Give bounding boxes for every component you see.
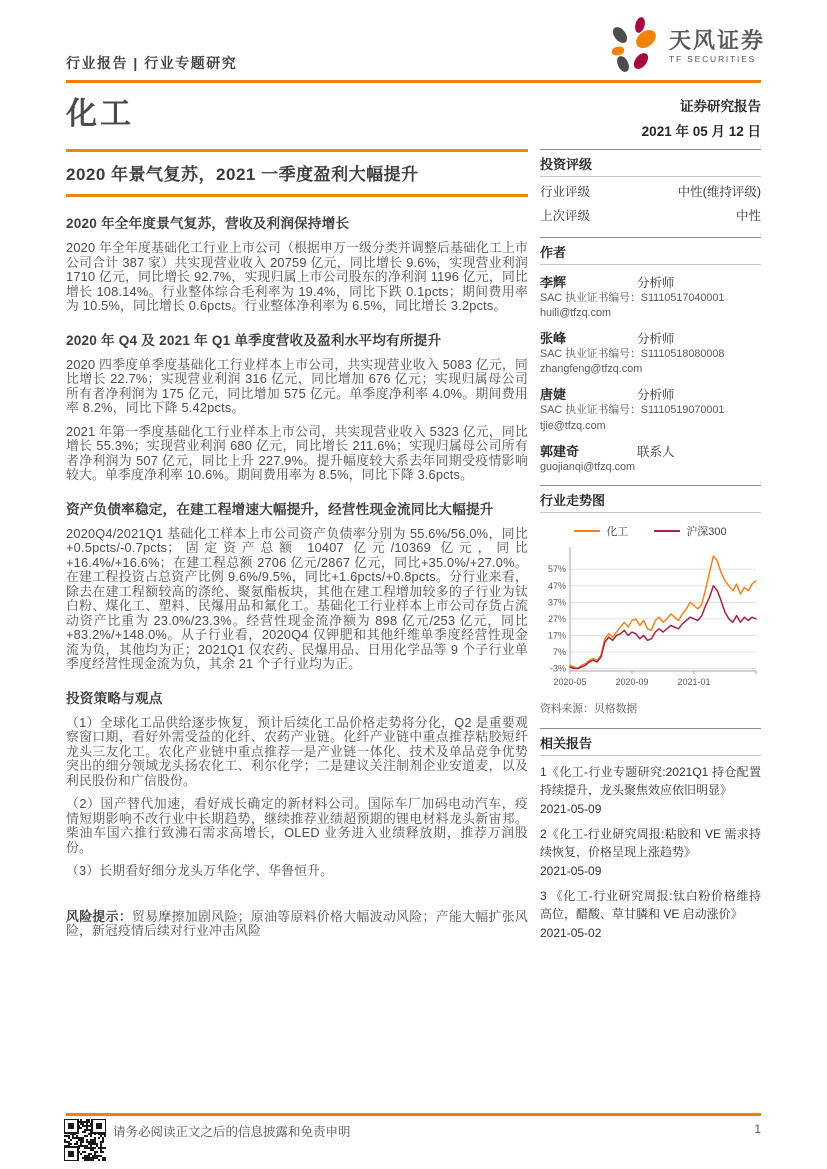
body-paragraph: （2）国产替代加速，看好成长确定的新材料公司。国际车厂加码电动汽车，疫情短期影响不改行业中长期趋势，继续推荐业绩超预期的锂电材料龙头新宙邦。柴油车国六推行致沸石需求高增长，OLED 业务进入业绩释放期，推荐万润股份。 bbox=[66, 796, 528, 855]
author-entry bbox=[540, 384, 761, 433]
legend-item bbox=[574, 523, 628, 539]
report-title: 2020 年景气复苏，2021 一季度盈利大幅提升 bbox=[66, 149, 528, 197]
rating-row bbox=[540, 177, 761, 201]
related-section-title: 相关报告 bbox=[540, 729, 761, 756]
body-paragraph: （1）全球化工品供给逐步恢复，预计后续化工品价格走势将分化，Q2 是重要观察窗口期，看好外需受益的化纤、农药产业链。化纤产业链中重点推荐粘胶短纤龙头三友化工。农化产业链中重点推荐一是产业链一体化、技术及单品竞争优势突出的细分领域龙头扬农化工、利尔化学；二是建议关注制剂企业安道麦，以及利民股份和广信股份。 bbox=[66, 714, 528, 788]
footer-disclaimer: 请务必阅读正文之后的信息披露和免责申明 bbox=[113, 1125, 351, 1139]
body-paragraph: （3）长期看好细分龙头万华化学、华鲁恒升。 bbox=[66, 863, 334, 878]
svg-text:57%: 57% bbox=[547, 563, 566, 574]
legend-swatch-chemicals bbox=[574, 530, 600, 533]
authors-section bbox=[540, 237, 761, 485]
related-report-item bbox=[540, 763, 761, 818]
qr-code bbox=[64, 1119, 106, 1161]
related-report-date: 2021-05-02 bbox=[540, 925, 602, 940]
body-paragraph: 2020 年全年度基础化工行业上市公司（根据申万一级分类并调整后基础化工上市公司合计 387 家）共实现营业收入 20759 亿元，同比增长 9.6%，实现营业利润 1710 亿元，同比增长 92.7%，实现归属上市公司股东的净利润 1196 亿元，同比增长 108.14%。行业整体综合毛利率为 19.4%，同比下跌 0.1pcts；期间费用率为 10.5%，同比增长 0.6pcts。行业整体净利率为 6.5%，同比增长 3.2pcts。 bbox=[66, 240, 528, 313]
section-heading: 投资策略与观点 bbox=[66, 690, 163, 706]
rating-row bbox=[540, 201, 761, 225]
industry-title: 化工 bbox=[66, 96, 134, 131]
body-paragraph: 2020 四季度单季度基础化工行业样本上市公司，共实现营业收入 5083 亿元，同比增长 22.7%；实现营业利润 316 亿元，同比增加 676 亿元；实现归属母公司所有者净利润为 175 亿元，同比增加 575 亿元。单季度净利率 4.0%。期间费用率 8.2%，同比下降 5.42pcts。 bbox=[66, 356, 528, 415]
author-name: 唐婕 bbox=[540, 387, 567, 403]
related-report-title: 2《化工-行业研究周报:粘胶和 VE 需求持续恢复，价格呈现上涨趋势》 bbox=[540, 826, 761, 859]
page-number: 1 bbox=[754, 1122, 761, 1136]
legend-label: 化工 bbox=[606, 525, 629, 538]
related-reports-section bbox=[540, 728, 761, 952]
related-report-date: 2021-05-09 bbox=[540, 863, 602, 878]
doc-type: 证券研究报告 bbox=[680, 99, 761, 114]
rating-label: 上次评级 bbox=[540, 209, 591, 223]
related-report-title: 3 《化工-行业研究周报:钛白粉价格维持高位，醋酸、草甘膦和 VE 启动涨价》 bbox=[540, 888, 761, 921]
rating-label: 行业评级 bbox=[540, 185, 591, 199]
body-paragraph: 2020Q4/2021Q1 基础化工样本上市公司资产负债率分别为 55.6%/56.0%，同比+0.5pcts/-0.7pcts；固定资产总额 10407 亿元/10369 亿元，同比+16.4%/+16.6%；在建工程总额 2706 亿元/2867 亿元，同比+35.0%/+27.0%。在建工程投资占总资产比例 9.6%/9.5%，同比+1.6pcts/+0.8pcts。分行业来看，除去在建工程额较高的涤纶、聚氨酯板块，其他在建工程增加较多的子行业为钛白粉、煤化工、塑料、民爆用品和氟化工。基础化工行业样本上市公司存货占流动资产比重为 23.0%/23.3%。经营性现金流净额为 898 亿元/253 亿元，同比+83.2%/+148.0%。从子行业看，2020Q4 仅钾肥和其他纤维单季度经营性现金流为负，其他均为正；2021Q1 仅农药、民爆用品、日用化学品等 9 个子行业单季度经营性现金流为负，其余 21 个子行业均为正。 bbox=[66, 525, 528, 671]
author-name: 郭建奇 bbox=[540, 443, 580, 459]
trend-line-chart bbox=[540, 543, 761, 695]
svg-text:7%: 7% bbox=[552, 646, 566, 657]
summary-column bbox=[66, 149, 528, 939]
related-report-item bbox=[540, 887, 761, 942]
svg-text:2021-01: 2021-01 bbox=[677, 676, 711, 687]
trend-section-title: 行业走势图 bbox=[540, 486, 761, 513]
author-name: 李辉 bbox=[540, 275, 567, 290]
rating-value: 中性(维持评级) bbox=[677, 185, 761, 199]
risk-warning bbox=[66, 910, 528, 939]
legend-label: 沪深300 bbox=[686, 525, 727, 538]
author-email: guojianqi@tfzq.com bbox=[540, 460, 635, 473]
report-kicker: 行业报告 | 行业专题研究 bbox=[66, 55, 238, 71]
svg-text:37%: 37% bbox=[547, 597, 566, 608]
legend-item bbox=[654, 523, 726, 539]
author-name: 张峰 bbox=[540, 331, 567, 347]
report-date: 2021 年 05 月 12 日 bbox=[641, 124, 761, 139]
body-paragraph: 2021 年第一季度基础化工行业样本上市公司，共实现营业收入 5323 亿元，同比增长 55.3%；实现营业利润 680 亿元，同比增长 211.6%；实现归属母公司所有者净利润为 507 亿元，同比上升 227.9%。提升幅度较大系去年同期受疫情影响较大。单季度净利率 10.6%。期间费用率为 8.5%，同比下降 3.6pcts。 bbox=[66, 423, 528, 482]
related-report-item bbox=[540, 825, 761, 880]
author-sac: SAC 执业证书编号：S1110517040001 bbox=[540, 292, 725, 304]
svg-text:2020-05: 2020-05 bbox=[553, 676, 587, 687]
section-heading: 2020 年 Q4 及 2021 年 Q1 单季度营收及盈利水平均有所提升 bbox=[66, 332, 442, 348]
author-role: 分析师 bbox=[637, 332, 675, 347]
footer-divider bbox=[66, 1113, 761, 1116]
logo-name-en: TF SECURITIES bbox=[668, 53, 757, 64]
author-email: tjie@tfzq.com bbox=[540, 419, 606, 432]
chart-source: 资料来源：贝格数据 bbox=[540, 702, 638, 715]
related-report-title: 1《化工-行业专题研究:2021Q1 持仓配置持续提升，龙头聚焦效应依旧明显》 bbox=[540, 764, 761, 797]
logo-name-cn: 天风证券 bbox=[668, 27, 765, 53]
tf-securities-logo bbox=[608, 16, 765, 77]
svg-text:2020-09: 2020-09 bbox=[615, 676, 649, 687]
author-entry bbox=[540, 272, 761, 321]
section-heading: 资产负债率稳定，在建工程增速大幅提升，经营性现金流同比大幅提升 bbox=[66, 501, 494, 517]
sidebar bbox=[540, 95, 761, 952]
rating-value: 中性 bbox=[735, 209, 761, 223]
chart-legend bbox=[540, 523, 761, 539]
authors-section-title: 作者 bbox=[540, 238, 761, 265]
author-email: zhangfeng@tfzq.com bbox=[540, 363, 643, 376]
rating-section bbox=[540, 149, 761, 237]
logo-flower-icon bbox=[608, 16, 662, 77]
svg-text:27%: 27% bbox=[547, 613, 566, 624]
author-entry bbox=[540, 441, 761, 475]
risk-warning-text: 贸易摩擦加剧风险；原油等原料价格大幅波动风险；产能大幅扩张风险，新冠疫情后续对行业冲击风险 bbox=[66, 908, 529, 938]
author-role: 分析师 bbox=[637, 276, 675, 290]
author-role: 分析师 bbox=[637, 388, 675, 403]
logo-wordmark bbox=[668, 27, 765, 64]
risk-warning-label: 风险提示： bbox=[66, 908, 133, 924]
rating-section-title: 投资评级 bbox=[540, 150, 761, 177]
industry-trend-section bbox=[540, 485, 761, 716]
svg-text:17%: 17% bbox=[547, 630, 566, 641]
section-heading: 2020 年全年度景气复苏，营收及利润保持增长 bbox=[66, 216, 350, 231]
author-entry bbox=[540, 328, 761, 377]
header-divider bbox=[66, 80, 761, 83]
author-sac: SAC 执业证书编号：S1110518080008 bbox=[540, 348, 725, 361]
svg-text:47%: 47% bbox=[547, 580, 566, 591]
industry-trend-chart bbox=[540, 523, 761, 695]
author-email: huili@tfzq.com bbox=[540, 307, 611, 320]
author-role: 联系人 bbox=[637, 444, 675, 459]
related-report-date: 2021-05-09 bbox=[540, 801, 602, 816]
legend-swatch-csi300 bbox=[654, 530, 680, 533]
svg-text:-3%: -3% bbox=[549, 663, 566, 674]
author-sac: SAC 执业证书编号：S1110519070001 bbox=[540, 404, 725, 417]
